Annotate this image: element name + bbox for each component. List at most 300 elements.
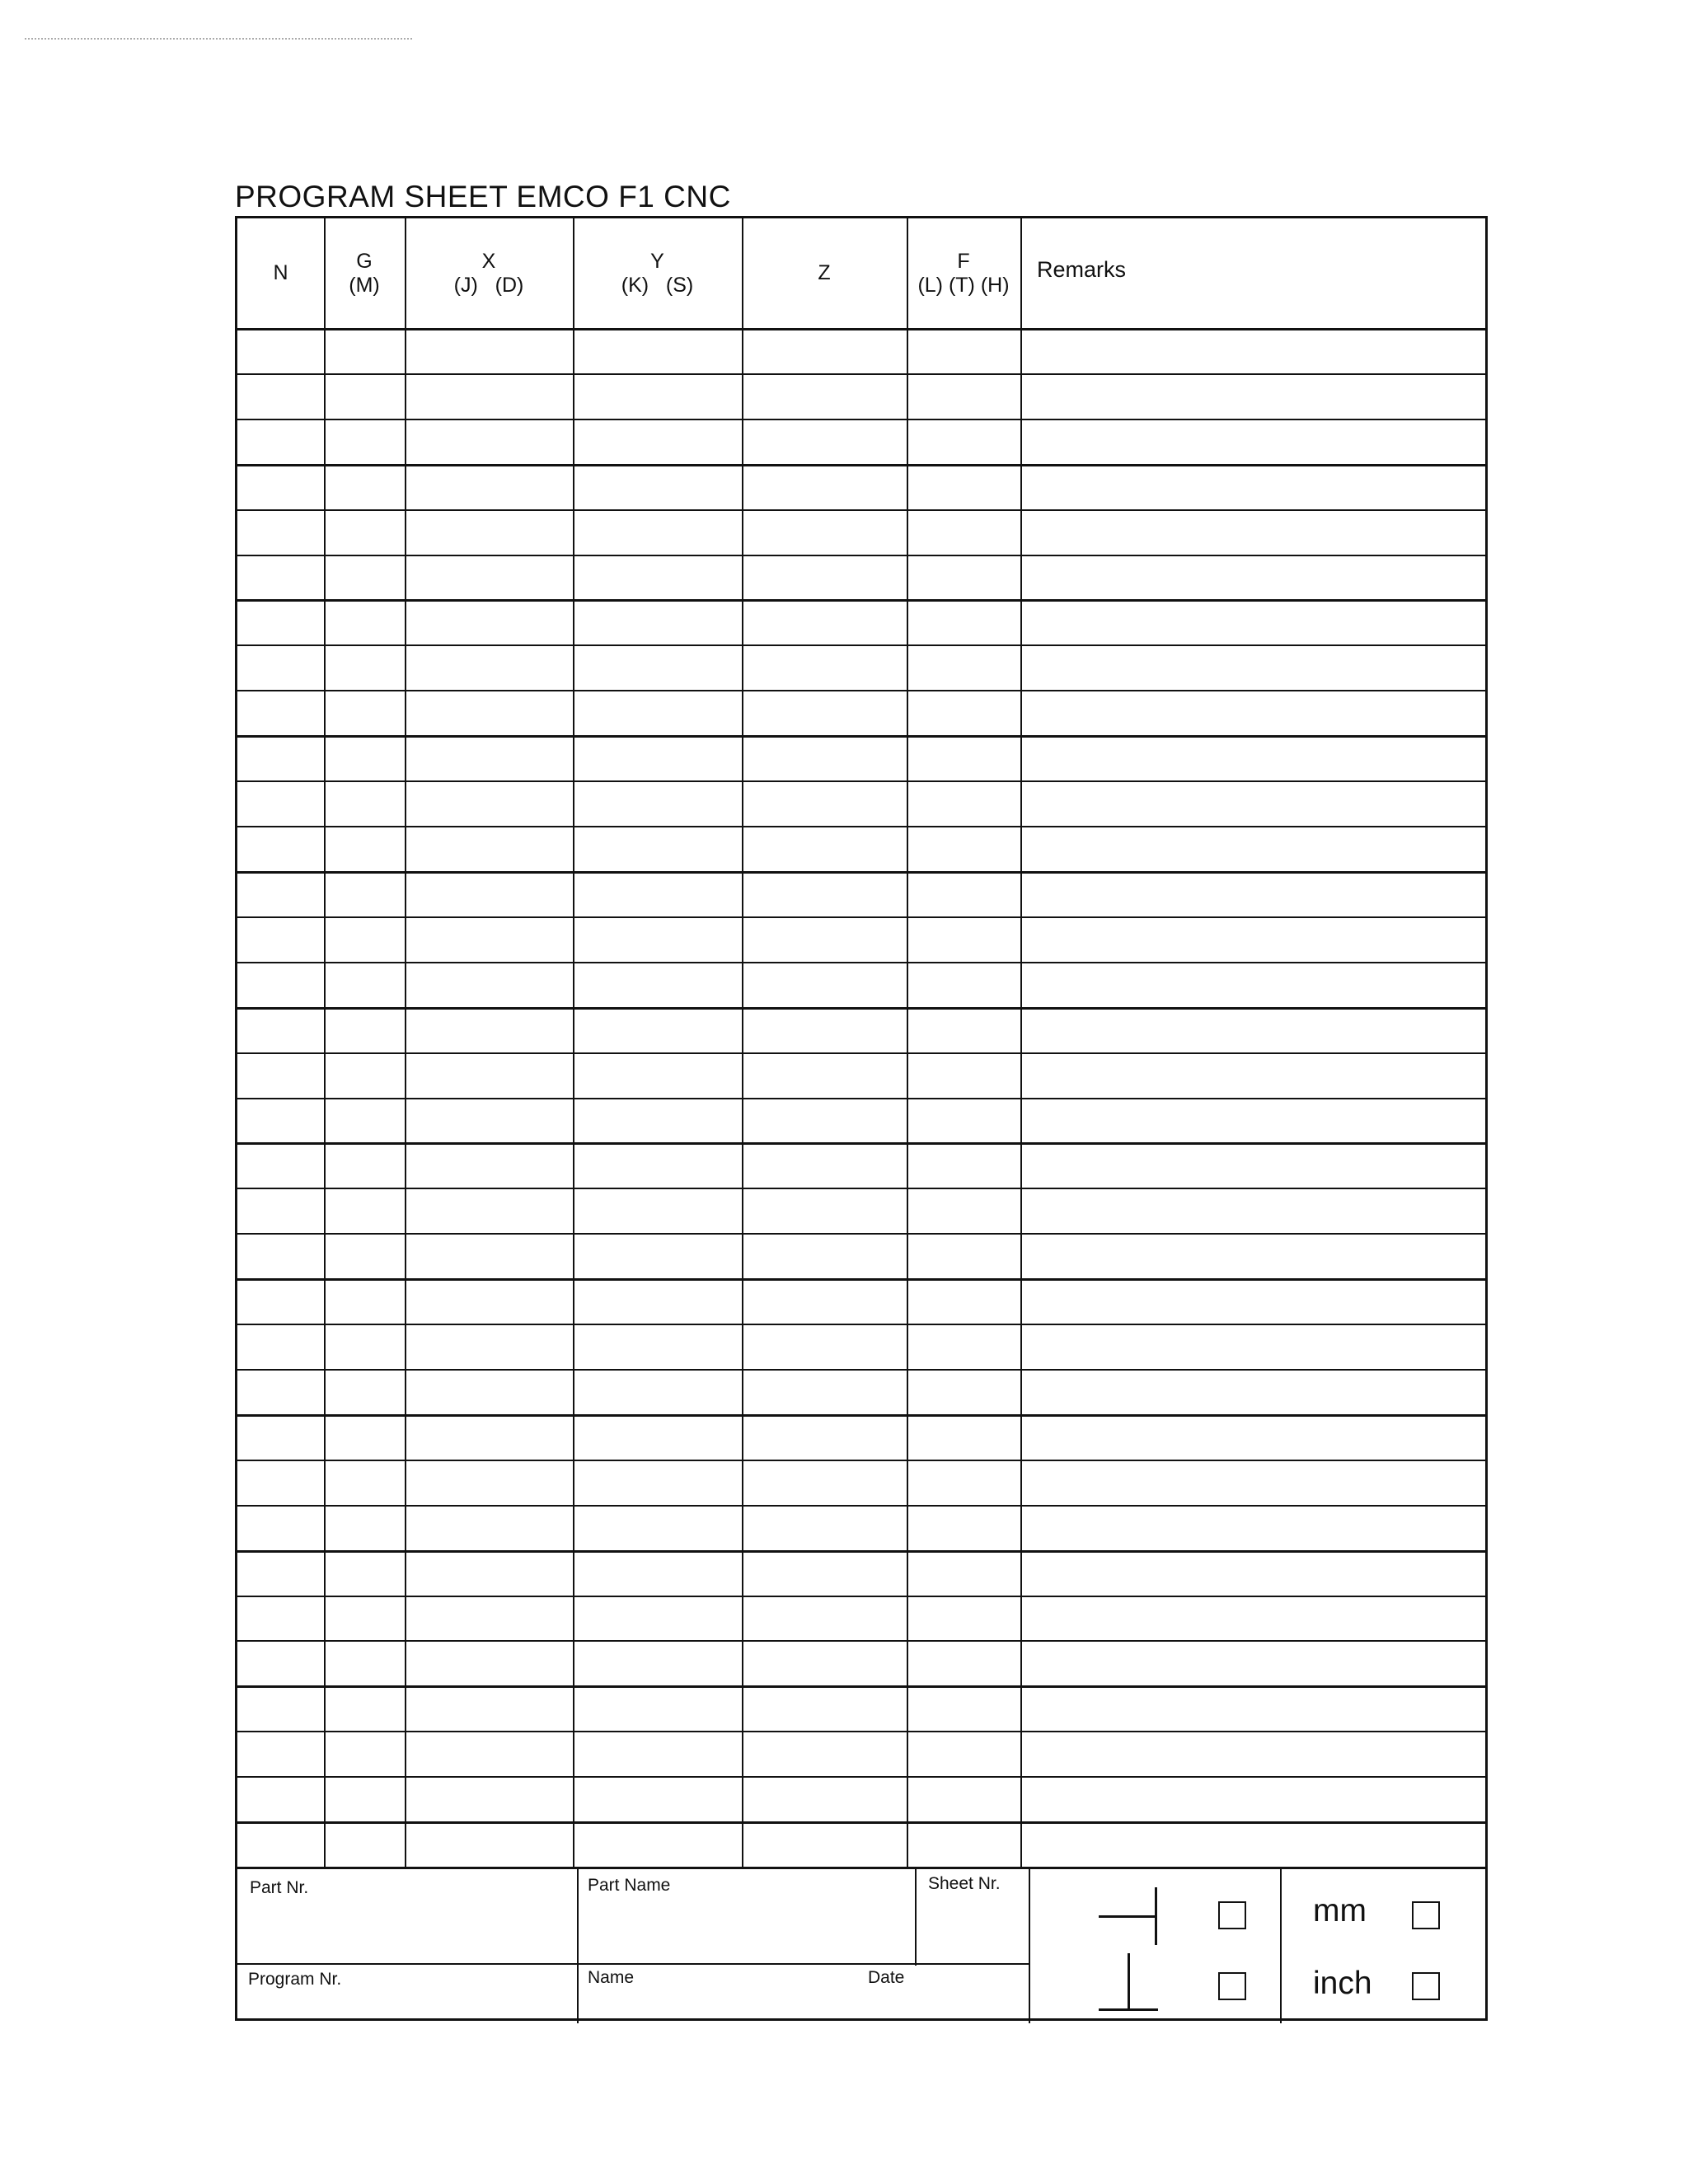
cell-n[interactable] <box>237 1685 324 1731</box>
row-divider <box>237 1731 1485 1732</box>
cell-f[interactable] <box>907 328 1020 373</box>
cell-z[interactable] <box>742 1414 907 1460</box>
cell-g[interactable] <box>324 555 405 600</box>
cell-x[interactable] <box>405 1278 573 1324</box>
cell-z[interactable] <box>742 1278 907 1324</box>
cell-y[interactable] <box>573 1369 742 1414</box>
cell-x[interactable] <box>405 1007 573 1052</box>
cell-x[interactable] <box>405 555 573 600</box>
cell-y[interactable] <box>573 373 742 419</box>
scan-dotted-line <box>25 38 412 40</box>
cell-f[interactable] <box>907 1278 1020 1324</box>
cell-x[interactable] <box>405 1369 573 1414</box>
sheet-title: PROGRAM SHEET EMCO F1 CNC <box>235 180 731 213</box>
cell-remarks[interactable] <box>1020 1188 1485 1233</box>
cell-f[interactable] <box>907 690 1020 735</box>
cell-f[interactable] <box>907 1640 1020 1685</box>
header-g <box>324 218 405 328</box>
cell-f[interactable] <box>907 1460 1020 1505</box>
cell-n[interactable] <box>237 1505 324 1550</box>
cell-remarks[interactable] <box>1020 1007 1485 1052</box>
cell-y[interactable] <box>573 916 742 962</box>
table-row <box>237 1550 1485 1596</box>
cell-g[interactable] <box>324 1098 405 1143</box>
cell-n[interactable] <box>237 871 324 916</box>
cell-f[interactable] <box>907 1776 1020 1821</box>
cell-z[interactable] <box>742 599 907 644</box>
cell-g[interactable] <box>324 1596 405 1641</box>
cell-n[interactable] <box>237 1233 324 1278</box>
cell-z[interactable] <box>742 419 907 464</box>
cell-y[interactable] <box>573 1142 742 1188</box>
cell-z[interactable] <box>742 1640 907 1685</box>
cell-g[interactable] <box>324 1505 405 1550</box>
cell-x[interactable] <box>405 1098 573 1143</box>
cell-f[interactable] <box>907 373 1020 419</box>
cell-y[interactable] <box>573 1640 742 1685</box>
row-divider <box>237 916 1485 918</box>
cell-f[interactable] <box>907 826 1020 871</box>
cell-x[interactable] <box>405 1233 573 1278</box>
cell-y[interactable] <box>573 1233 742 1278</box>
cell-y[interactable] <box>573 1505 742 1550</box>
cell-g[interactable] <box>324 1188 405 1233</box>
cell-remarks[interactable] <box>1020 1640 1485 1685</box>
row-divider <box>237 1278 1485 1281</box>
cell-y[interactable] <box>573 1052 742 1098</box>
header-g-label: G <box>356 249 373 273</box>
cell-remarks[interactable] <box>1020 1460 1485 1505</box>
cell-remarks[interactable] <box>1020 826 1485 871</box>
cell-f[interactable] <box>907 1007 1020 1052</box>
cell-g[interactable] <box>324 1685 405 1731</box>
cell-x[interactable] <box>405 1142 573 1188</box>
cell-remarks[interactable] <box>1020 1550 1485 1596</box>
cell-z[interactable] <box>742 1142 907 1188</box>
cell-f[interactable] <box>907 735 1020 780</box>
cell-y[interactable] <box>573 1821 742 1867</box>
cell-remarks[interactable] <box>1020 735 1485 780</box>
cell-remarks[interactable] <box>1020 916 1485 962</box>
cell-f[interactable] <box>907 1505 1020 1550</box>
cell-x[interactable] <box>405 1685 573 1731</box>
table-row <box>237 1324 1485 1369</box>
cell-f[interactable] <box>907 1596 1020 1641</box>
cell-n[interactable] <box>237 464 324 509</box>
cell-n[interactable] <box>237 1188 324 1233</box>
cell-remarks[interactable] <box>1020 509 1485 555</box>
cell-g[interactable] <box>324 1007 405 1052</box>
table-row <box>237 373 1485 419</box>
header-x-label: X <box>481 249 496 273</box>
cell-x[interactable] <box>405 464 573 509</box>
cell-n[interactable] <box>237 328 324 373</box>
cell-x[interactable] <box>405 1460 573 1505</box>
cell-remarks[interactable] <box>1020 1052 1485 1098</box>
table-row <box>237 1460 1485 1505</box>
cell-z[interactable] <box>742 509 907 555</box>
cell-g[interactable] <box>324 1640 405 1685</box>
row-divider <box>237 690 1485 691</box>
cell-y[interactable] <box>573 962 742 1007</box>
header-remarks-label: Remarks <box>1037 257 1127 282</box>
cell-x[interactable] <box>405 599 573 644</box>
cell-remarks[interactable] <box>1020 1776 1485 1821</box>
cell-z[interactable] <box>742 1460 907 1505</box>
cell-z[interactable] <box>742 916 907 962</box>
cell-f[interactable] <box>907 1821 1020 1867</box>
table-row <box>237 1098 1485 1143</box>
cell-z[interactable] <box>742 1098 907 1143</box>
cell-x[interactable] <box>405 1596 573 1641</box>
cell-remarks[interactable] <box>1020 1596 1485 1641</box>
cell-y[interactable] <box>573 1731 742 1776</box>
cell-n[interactable] <box>237 1776 324 1821</box>
cell-x[interactable] <box>405 916 573 962</box>
part-name-label: Part Name <box>588 1876 671 1895</box>
cell-x[interactable] <box>405 1550 573 1596</box>
table-row <box>237 644 1485 690</box>
cell-y[interactable] <box>573 1188 742 1233</box>
cell-x[interactable] <box>405 328 573 373</box>
cell-z[interactable] <box>742 871 907 916</box>
table-row <box>237 690 1485 735</box>
cell-x[interactable] <box>405 1731 573 1776</box>
header-y-label: Y <box>650 249 664 273</box>
cell-x[interactable] <box>405 871 573 916</box>
cell-n[interactable] <box>237 373 324 419</box>
cell-remarks[interactable] <box>1020 962 1485 1007</box>
table-row <box>237 464 1485 509</box>
cell-remarks[interactable] <box>1020 1685 1485 1731</box>
cell-y[interactable] <box>573 1685 742 1731</box>
cell-x[interactable] <box>405 826 573 871</box>
cell-y[interactable] <box>573 1414 742 1460</box>
cell-g[interactable] <box>324 871 405 916</box>
cell-g[interactable] <box>324 1324 405 1369</box>
cell-z[interactable] <box>742 1596 907 1641</box>
cell-y[interactable] <box>573 1324 742 1369</box>
cell-x[interactable] <box>405 1821 573 1867</box>
mm-checkbox[interactable] <box>1412 1901 1440 1929</box>
cell-n[interactable] <box>237 1278 324 1324</box>
header-z-label: Z <box>818 261 831 284</box>
table-row <box>237 599 1485 644</box>
cell-remarks[interactable] <box>1020 780 1485 826</box>
table-row <box>237 1731 1485 1776</box>
cell-n[interactable] <box>237 962 324 1007</box>
cell-f[interactable] <box>907 509 1020 555</box>
cell-y[interactable] <box>573 780 742 826</box>
row-divider <box>237 1821 1485 1824</box>
cell-y[interactable] <box>573 826 742 871</box>
cell-g[interactable] <box>324 826 405 871</box>
table-row <box>237 1414 1485 1460</box>
cell-remarks[interactable] <box>1020 328 1485 373</box>
cell-x[interactable] <box>405 644 573 690</box>
header-f-sublabel: (L) (T) (H) <box>917 273 1010 297</box>
table-row <box>237 1369 1485 1414</box>
cell-g[interactable] <box>324 1278 405 1324</box>
cell-n[interactable] <box>237 1052 324 1098</box>
table-row <box>237 1188 1485 1233</box>
cell-n[interactable] <box>237 419 324 464</box>
cell-n[interactable] <box>237 1142 324 1188</box>
cell-remarks[interactable] <box>1020 599 1485 644</box>
cell-f[interactable] <box>907 644 1020 690</box>
cell-g[interactable] <box>324 1369 405 1414</box>
cell-g[interactable] <box>324 1414 405 1460</box>
cell-f[interactable] <box>907 1550 1020 1596</box>
cell-g[interactable] <box>324 1821 405 1867</box>
cell-n[interactable] <box>237 690 324 735</box>
cell-g[interactable] <box>324 373 405 419</box>
cell-z[interactable] <box>742 328 907 373</box>
program-sheet-grid <box>235 216 1488 2021</box>
cell-z[interactable] <box>742 644 907 690</box>
cell-n[interactable] <box>237 1369 324 1414</box>
row-divider <box>237 735 1485 738</box>
cell-g[interactable] <box>324 1142 405 1188</box>
cell-n[interactable] <box>237 555 324 600</box>
cell-y[interactable] <box>573 464 742 509</box>
cell-f[interactable] <box>907 1731 1020 1776</box>
cell-n[interactable] <box>237 826 324 871</box>
row-divider <box>237 644 1485 646</box>
cell-g[interactable] <box>324 916 405 962</box>
cell-remarks[interactable] <box>1020 1731 1485 1776</box>
cell-g[interactable] <box>324 735 405 780</box>
cell-z[interactable] <box>742 1505 907 1550</box>
cell-remarks[interactable] <box>1020 419 1485 464</box>
cell-g[interactable] <box>324 1731 405 1776</box>
footer-divider <box>577 1867 579 2023</box>
cell-n[interactable] <box>237 644 324 690</box>
row-divider <box>237 1369 1485 1371</box>
cell-g[interactable] <box>324 509 405 555</box>
table-row <box>237 1821 1485 1867</box>
cell-remarks[interactable] <box>1020 1369 1485 1414</box>
cell-n[interactable] <box>237 599 324 644</box>
table-row <box>237 1233 1485 1278</box>
cell-f[interactable] <box>907 555 1020 600</box>
row-divider <box>237 599 1485 602</box>
cell-z[interactable] <box>742 1052 907 1098</box>
cell-z[interactable] <box>742 1821 907 1867</box>
cell-f[interactable] <box>907 1098 1020 1143</box>
cell-remarks[interactable] <box>1020 690 1485 735</box>
cell-remarks[interactable] <box>1020 1505 1485 1550</box>
cell-y[interactable] <box>573 735 742 780</box>
cell-f[interactable] <box>907 464 1020 509</box>
cell-n[interactable] <box>237 1550 324 1596</box>
cell-g[interactable] <box>324 1776 405 1821</box>
cell-f[interactable] <box>907 1052 1020 1098</box>
cell-y[interactable] <box>573 599 742 644</box>
cell-n[interactable] <box>237 1324 324 1369</box>
header-f-label: F <box>957 249 970 273</box>
cell-remarks[interactable] <box>1020 1278 1485 1324</box>
cell-n[interactable] <box>237 735 324 780</box>
cell-n[interactable] <box>237 916 324 962</box>
cell-g[interactable] <box>324 599 405 644</box>
row-divider <box>237 1685 1485 1688</box>
cell-x[interactable] <box>405 962 573 1007</box>
cell-y[interactable] <box>573 328 742 373</box>
cell-z[interactable] <box>742 1007 907 1052</box>
cell-y[interactable] <box>573 419 742 464</box>
cell-remarks[interactable] <box>1020 1142 1485 1188</box>
cell-y[interactable] <box>573 644 742 690</box>
cell-n[interactable] <box>237 780 324 826</box>
name-label: Name <box>588 1968 635 1987</box>
cell-z[interactable] <box>742 1550 907 1596</box>
radius-checkbox[interactable] <box>1218 1901 1246 1929</box>
cell-f[interactable] <box>907 1142 1020 1188</box>
cell-x[interactable] <box>405 419 573 464</box>
cell-y[interactable] <box>573 1278 742 1324</box>
row-divider <box>237 1324 1485 1325</box>
cell-g[interactable] <box>324 1460 405 1505</box>
footer-mid-divider <box>237 1963 1030 1965</box>
row-divider <box>237 780 1485 782</box>
cell-n[interactable] <box>237 1414 324 1460</box>
cell-z[interactable] <box>742 373 907 419</box>
cell-x[interactable] <box>405 1640 573 1685</box>
cell-y[interactable] <box>573 1776 742 1821</box>
cell-x[interactable] <box>405 735 573 780</box>
cell-x[interactable] <box>405 373 573 419</box>
row-divider <box>237 962 1485 963</box>
cell-y[interactable] <box>573 555 742 600</box>
cell-z[interactable] <box>742 1731 907 1776</box>
cell-g[interactable] <box>324 419 405 464</box>
cell-remarks[interactable] <box>1020 1098 1485 1143</box>
cell-x[interactable] <box>405 1505 573 1550</box>
cell-z[interactable] <box>742 780 907 826</box>
cell-f[interactable] <box>907 1369 1020 1414</box>
cell-n[interactable] <box>237 1007 324 1052</box>
cell-y[interactable] <box>573 690 742 735</box>
cell-f[interactable] <box>907 419 1020 464</box>
cell-n[interactable] <box>237 1596 324 1641</box>
cell-f[interactable] <box>907 871 1020 916</box>
cell-remarks[interactable] <box>1020 1324 1485 1369</box>
cell-z[interactable] <box>742 1369 907 1414</box>
diameter-symbol-icon <box>1099 1945 1165 2011</box>
cell-f[interactable] <box>907 962 1020 1007</box>
cell-z[interactable] <box>742 464 907 509</box>
cell-f[interactable] <box>907 780 1020 826</box>
cell-z[interactable] <box>742 962 907 1007</box>
cell-y[interactable] <box>573 1098 742 1143</box>
cell-g[interactable] <box>324 1233 405 1278</box>
cell-f[interactable] <box>907 1188 1020 1233</box>
cell-g[interactable] <box>324 464 405 509</box>
cell-remarks[interactable] <box>1020 644 1485 690</box>
row-divider <box>237 1596 1485 1597</box>
row-divider <box>237 1098 1485 1099</box>
cell-z[interactable] <box>742 1233 907 1278</box>
cell-x[interactable] <box>405 780 573 826</box>
cell-z[interactable] <box>742 735 907 780</box>
cell-n[interactable] <box>237 1098 324 1143</box>
cell-x[interactable] <box>405 1052 573 1098</box>
cell-remarks[interactable] <box>1020 1233 1485 1278</box>
cell-g[interactable] <box>324 328 405 373</box>
row-divider <box>237 1142 1485 1145</box>
cell-remarks[interactable] <box>1020 871 1485 916</box>
cell-z[interactable] <box>742 555 907 600</box>
cell-f[interactable] <box>907 1685 1020 1731</box>
cell-g[interactable] <box>324 644 405 690</box>
cell-z[interactable] <box>742 1188 907 1233</box>
table-row <box>237 1142 1485 1188</box>
cell-n[interactable] <box>237 509 324 555</box>
row-divider <box>237 1233 1485 1235</box>
cell-g[interactable] <box>324 690 405 735</box>
cell-f[interactable] <box>907 1233 1020 1278</box>
table-row <box>237 555 1485 600</box>
cell-f[interactable] <box>907 1324 1020 1369</box>
cell-remarks[interactable] <box>1020 373 1485 419</box>
cell-z[interactable] <box>742 690 907 735</box>
row-divider <box>237 1052 1485 1054</box>
cell-remarks[interactable] <box>1020 464 1485 509</box>
cell-y[interactable] <box>573 1596 742 1641</box>
cell-x[interactable] <box>405 1188 573 1233</box>
cell-g[interactable] <box>324 962 405 1007</box>
program-nr-label: Program Nr. <box>248 1970 342 1989</box>
header-g-sublabel: (M) <box>349 273 380 297</box>
cell-x[interactable] <box>405 1776 573 1821</box>
cell-g[interactable] <box>324 1052 405 1098</box>
cell-x[interactable] <box>405 509 573 555</box>
cell-y[interactable] <box>573 871 742 916</box>
cell-f[interactable] <box>907 1414 1020 1460</box>
cell-x[interactable] <box>405 690 573 735</box>
cell-x[interactable] <box>405 1324 573 1369</box>
header-n-label: N <box>273 261 288 284</box>
cell-n[interactable] <box>237 1460 324 1505</box>
inch-checkbox[interactable] <box>1412 1972 1440 2000</box>
cell-z[interactable] <box>742 1324 907 1369</box>
table-row <box>237 916 1485 962</box>
cell-g[interactable] <box>324 1550 405 1596</box>
cell-remarks[interactable] <box>1020 1414 1485 1460</box>
cell-n[interactable] <box>237 1731 324 1776</box>
cell-n[interactable] <box>237 1640 324 1685</box>
cell-z[interactable] <box>742 826 907 871</box>
cell-y[interactable] <box>573 509 742 555</box>
table-row <box>237 328 1485 373</box>
table-row <box>237 1685 1485 1731</box>
cell-f[interactable] <box>907 599 1020 644</box>
cell-remarks[interactable] <box>1020 1821 1485 1867</box>
cell-remarks[interactable] <box>1020 555 1485 600</box>
cell-x[interactable] <box>405 1414 573 1460</box>
cell-n[interactable] <box>237 1821 324 1867</box>
cell-y[interactable] <box>573 1550 742 1596</box>
cell-y[interactable] <box>573 1460 742 1505</box>
cell-f[interactable] <box>907 916 1020 962</box>
cell-z[interactable] <box>742 1685 907 1731</box>
cell-y[interactable] <box>573 1007 742 1052</box>
diameter-checkbox[interactable] <box>1218 1972 1246 2000</box>
cell-g[interactable] <box>324 780 405 826</box>
cell-z[interactable] <box>742 1776 907 1821</box>
table-row <box>237 826 1485 871</box>
